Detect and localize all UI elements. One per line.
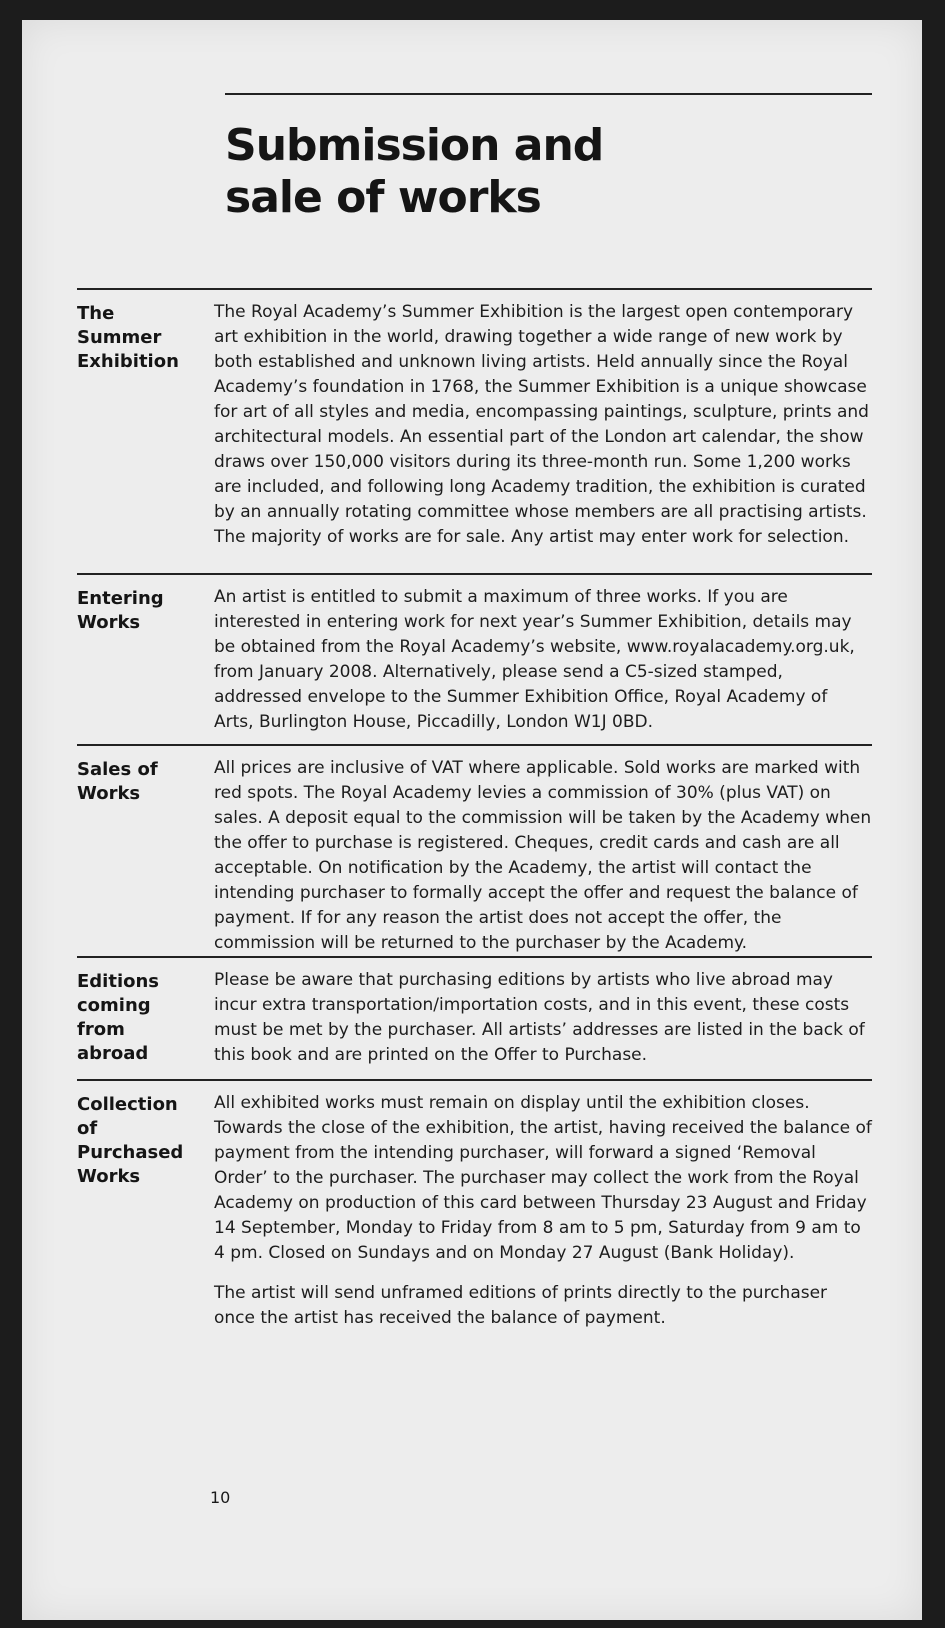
section-body xyxy=(214,958,872,1068)
section-label: The Summer Exhibition xyxy=(77,303,179,372)
title-rule xyxy=(225,93,872,95)
section-body xyxy=(214,575,872,735)
section-paragraph: The artist will send unframed editions of prints directly to the purchaser once the artist has received the balance of payment. xyxy=(214,1282,828,1328)
title-line-1: Submission and xyxy=(225,120,604,171)
title-line-2: sale of works xyxy=(225,172,541,223)
section-entering-works xyxy=(77,573,872,735)
section-summer-exhibition xyxy=(77,288,872,550)
section-paragraph: The Royal Academy’s Summer Exhibition is the largest open contemporary art exhibition in the world, drawing together a wide range of new work by both established and unknown living artists. Held annually since the Royal Academy’s foundation in 1768, the Summer Exhibition is a unique showcase for art of all styles and media, encompassing paintings, sculpture, prints and architectural models. An essential part of the London art calendar, the show draws over 150,000 visitors during its three-month run. Some 1,200 works are included, and following long Academy tradition, the exhibition is curated by an annually rotating committee whose members are all practising artists. The majority of works are for sale. Any artist may enter work for selection. xyxy=(214,301,869,547)
section-paragraph: All exhibited works must remain on display until the exhibition closes. Towards the close of the exhibition, the artist, having received the balance of payment from the intending purchaser, will forward a signed ‘Removal Order’ to the purchaser. The purchaser may collect the work from the Royal Academy on production of this card between Thursday 23 August and Friday 14 September, Monday to Friday from 8 am to 5 pm, Saturday from 9 am to 4 pm. Closed on Sundays and on Monday 27 August (Bank Holiday). xyxy=(214,1092,872,1263)
section-sales-of-works xyxy=(77,744,872,956)
section-paragraph: Please be aware that purchasing editions by artists who live abroad may incur extra transportation/importation costs, and in this event, these costs must be met by the purchaser. All artists’ addresses are listed in the back of this book and are printed on the Offer to Purchase. xyxy=(214,969,865,1065)
section-body xyxy=(214,1081,872,1331)
section-label: Entering Works xyxy=(77,588,164,633)
section-label: Collection of Purchased Works xyxy=(77,1094,184,1187)
section-collection xyxy=(77,1079,872,1331)
section-label: Sales of Works xyxy=(77,759,158,804)
section-paragraph: All prices are inclusive of VAT where applicable. Sold works are marked with red spots. The Royal Academy levies a commission of 30% (plus VAT) on sales. A deposit equal to the commission will be taken by the Academy when the offer to purchase is registered. Cheques, credit cards and cash are all acceptable. On notification by the Academy, the artist will contact the intending purchaser to formally accept the offer and request the balance of payment. If for any reason the artist does not accept the offer, the commission will be returned to the purchaser by the Academy. xyxy=(214,757,872,953)
section-label: Editions coming from abroad xyxy=(77,971,160,1064)
section-paragraph: An artist is entitled to submit a maximum of three works. If you are interested in entering work for next year’s Summer Exhibition, details may be obtained from the Royal Academy’s website, www.royalacademy.org.uk, from January 2008. Alternatively, please send a C5-sized stamped, addressed envelope to the Summer Exhibition Office, Royal Academy of Arts, Burlington House, Piccadilly, London W1J 0BD. xyxy=(214,586,855,732)
page xyxy=(22,20,922,1620)
section-body xyxy=(214,290,872,550)
section-editions-abroad xyxy=(77,956,872,1068)
page-number: 10 xyxy=(210,1488,231,1507)
section-body xyxy=(214,746,872,956)
page-title xyxy=(225,120,603,224)
